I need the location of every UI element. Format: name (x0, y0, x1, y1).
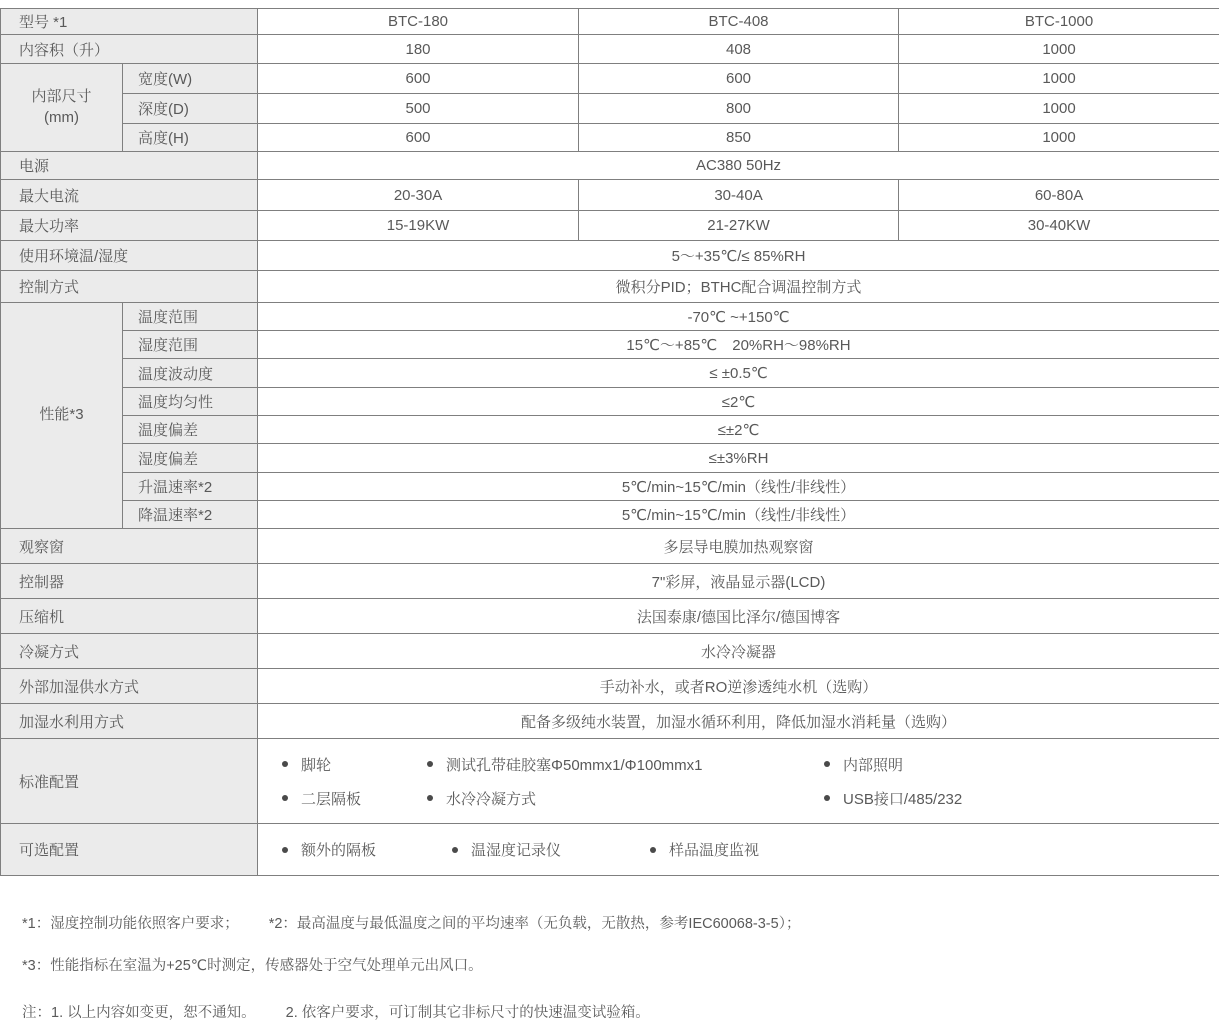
row-label: 湿度偏差 (123, 444, 258, 473)
cell-value: -70℃ ~+150℃ (258, 303, 1219, 331)
cell-value: 7"彩屏，液晶显示器(LCD) (258, 564, 1219, 599)
cell-value: ≤ ±0.5℃ (258, 359, 1219, 388)
bullet-icon (427, 795, 433, 801)
row-label: 升温速率*2 (123, 473, 258, 501)
spec-table (0, 8, 1219, 876)
cell-value: BTC-1000 (899, 9, 1219, 35)
cell-value: 手动补水，或者RO逆渗透纯水机（选购） (258, 669, 1219, 704)
cell-value: 1000 (899, 64, 1219, 94)
row-label: 使用环境温/湿度 (1, 241, 258, 271)
row-label: 最大功率 (1, 211, 258, 241)
row-label: 温度偏差 (123, 416, 258, 444)
row-label: 内容积（升） (1, 35, 258, 64)
cell-value: 800 (579, 94, 899, 124)
row-standard-config (1, 739, 1219, 824)
cell-value: 微积分PID；BTHC配合调温控制方式 (258, 271, 1219, 303)
footnotes (0, 876, 1219, 1022)
cell-value: 5℃/min~15℃/min（线性/非线性） (258, 501, 1219, 529)
row-perf-temp-range (1, 303, 1219, 331)
config-item: 二层隔板 (282, 788, 427, 809)
row-label: 降温速率*2 (123, 501, 258, 529)
cell-value: 水冷冷凝器 (258, 634, 1219, 669)
row-label: 标准配置 (1, 739, 258, 824)
row-perf-humidity-range (1, 331, 1219, 359)
row-condensation (1, 634, 1219, 669)
row-maxpower (1, 211, 1219, 241)
row-label: 控制器 (1, 564, 258, 599)
config-item: 温湿度记录仪 (452, 839, 650, 860)
standard-config-cell (258, 739, 1219, 824)
row-dim-width (1, 64, 1219, 94)
row-perf-temp-fluctuation (1, 359, 1219, 388)
row-volume (1, 35, 1219, 64)
row-label: 宽度(W) (123, 64, 258, 94)
row-label: 深度(D) (123, 94, 258, 124)
row-label: 型号 *1 (1, 9, 258, 35)
cell-value: 1000 (899, 35, 1219, 64)
row-ambient (1, 241, 1219, 271)
performance-group-label: 性能*3 (1, 303, 123, 529)
row-optional-config (1, 824, 1219, 876)
cell-value: 15-19KW (258, 211, 579, 241)
cell-value: 500 (258, 94, 579, 124)
cell-value: 408 (579, 35, 899, 64)
config-item: 测试孔带硅胶塞Φ50mmx1/Φ100mmx1 (427, 754, 824, 775)
row-perf-temp-deviation (1, 416, 1219, 444)
row-label: 加湿水利用方式 (1, 704, 258, 739)
row-current (1, 180, 1219, 211)
row-label: 温度均匀性 (123, 388, 258, 416)
cell-value: ≤2℃ (258, 388, 1219, 416)
cell-value: 600 (579, 64, 899, 94)
cell-value: 180 (258, 35, 579, 64)
cell-value: 法国泰康/德国比泽尔/德国博客 (258, 599, 1219, 634)
bullet-icon (452, 847, 458, 853)
cell-value: 1000 (899, 124, 1219, 152)
row-label: 湿度范围 (123, 331, 258, 359)
footnote-line-2 (22, 954, 1219, 975)
row-controller (1, 564, 1219, 599)
cell-value: BTC-408 (579, 9, 899, 35)
row-dim-depth (1, 94, 1219, 124)
cell-value: 850 (579, 124, 899, 152)
cell-value: 5℃/min~15℃/min（线性/非线性） (258, 473, 1219, 501)
row-label: 可选配置 (1, 824, 258, 876)
row-label: 冷凝方式 (1, 634, 258, 669)
footnote-2: *2：最高温度与最低温度之间的平均速率（无负载，无散热，参考IEC60068-3-5）； (269, 916, 801, 932)
bullet-icon (282, 761, 288, 767)
row-label: 温度波动度 (123, 359, 258, 388)
cell-value: 多层导电膜加热观察窗 (258, 529, 1219, 564)
bullet-icon (824, 795, 830, 801)
row-water-supply (1, 669, 1219, 704)
row-label: 观察窗 (1, 529, 258, 564)
optional-config-cell (258, 824, 1219, 876)
cell-value: 15℃～+85℃ 20%RH～98%RH (258, 331, 1219, 359)
cell-value: 600 (258, 124, 579, 152)
row-control (1, 271, 1219, 303)
footnote-line-1 (22, 912, 1219, 933)
cell-value: 600 (258, 64, 579, 94)
config-item: 内部照明 (824, 754, 1219, 775)
row-label: 外部加湿供水方式 (1, 669, 258, 704)
bullet-icon (282, 795, 288, 801)
row-window (1, 529, 1219, 564)
note-1: 注：1. 以上内容如变更，恕不通知。 (22, 1005, 256, 1021)
cell-value: 21-27KW (579, 211, 899, 241)
row-perf-humidity-deviation (1, 444, 1219, 473)
cell-value: 30-40A (579, 180, 899, 211)
row-compressor (1, 599, 1219, 634)
cell-value: 60-80A (899, 180, 1219, 211)
row-label: 高度(H) (123, 124, 258, 152)
config-item: USB接口/485/232 (824, 788, 1219, 809)
cell-value: BTC-180 (258, 9, 579, 35)
config-item: 水冷冷凝方式 (427, 788, 824, 809)
row-perf-heating-rate (1, 473, 1219, 501)
cell-value: ≤±3%RH (258, 444, 1219, 473)
row-power (1, 152, 1219, 180)
cell-value: 5～+35℃/≤ 85%RH (258, 241, 1219, 271)
bullet-icon (282, 847, 288, 853)
row-label: 最大电流 (1, 180, 258, 211)
config-item: 脚轮 (282, 754, 427, 775)
row-label: 电源 (1, 152, 258, 180)
cell-value: 20-30A (258, 180, 579, 211)
row-label: 压缩机 (1, 599, 258, 634)
bullet-icon (650, 847, 656, 853)
row-perf-cooling-rate (1, 501, 1219, 529)
cell-value: ≤±2℃ (258, 416, 1219, 444)
bullet-icon (427, 761, 433, 767)
row-water-recycle (1, 704, 1219, 739)
cell-value: AC380 50Hz (258, 152, 1219, 180)
row-dim-height (1, 124, 1219, 152)
footnote-line-3 (22, 1001, 1219, 1022)
footnote-3: *3：性能指标在室温为+25℃时测定，传感器处于空气处理单元出风口。 (22, 958, 483, 974)
cell-value: 30-40KW (899, 211, 1219, 241)
row-perf-temp-uniformity (1, 388, 1219, 416)
dims-group-label: 内部尺寸 (mm) (1, 64, 123, 152)
row-label: 控制方式 (1, 271, 258, 303)
row-model (1, 9, 1219, 35)
cell-value: 配备多级纯水装置，加湿水循环利用，降低加湿水消耗量（选购） (258, 704, 1219, 739)
note-2: 2. 依客户要求，可订制其它非标尺寸的快速温变试验箱。 (286, 1005, 650, 1021)
row-label: 温度范围 (123, 303, 258, 331)
footnote-1: *1：湿度控制功能依照客户要求； (22, 916, 239, 932)
config-item: 样品温度监视 (650, 839, 1219, 860)
config-item: 额外的隔板 (282, 839, 452, 860)
bullet-icon (824, 761, 830, 767)
cell-value: 1000 (899, 94, 1219, 124)
